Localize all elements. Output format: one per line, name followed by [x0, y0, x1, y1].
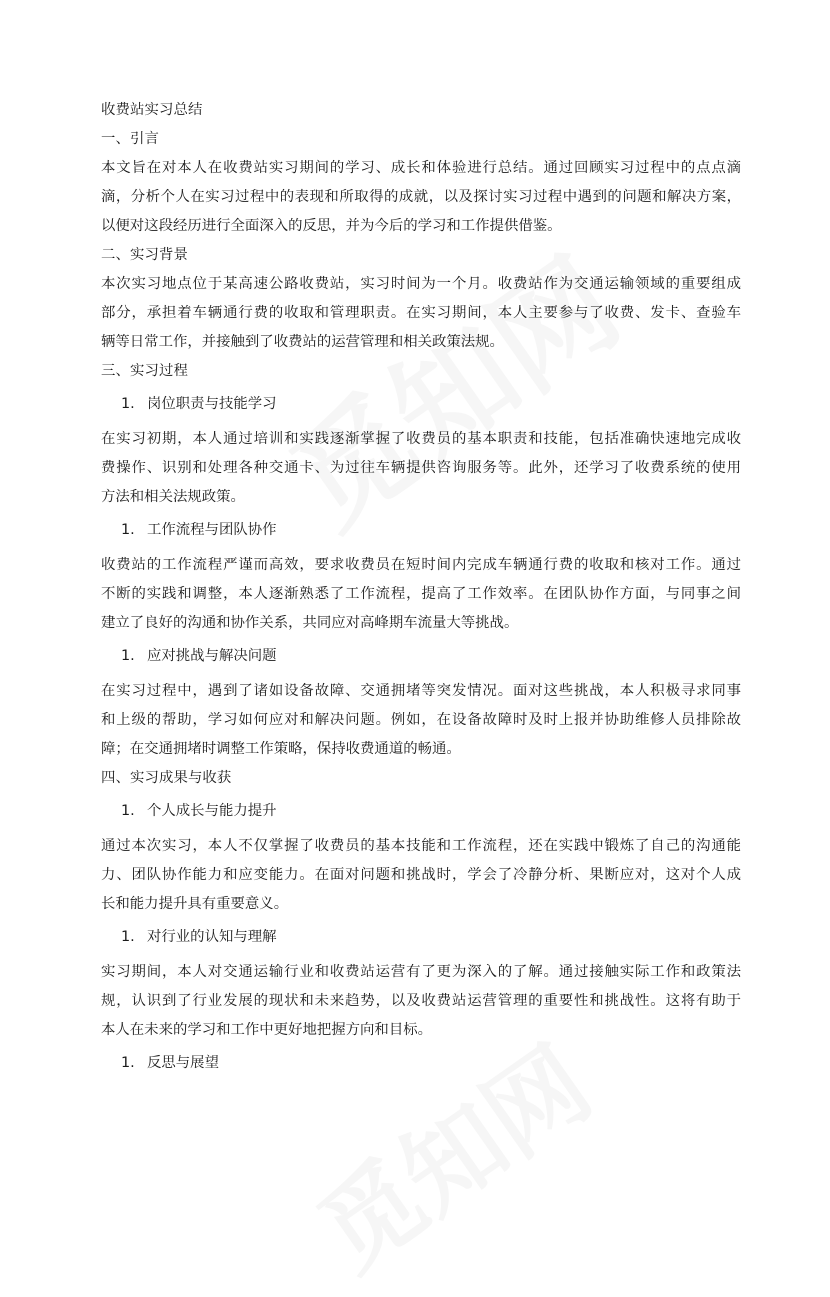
list-number: 1.: [121, 929, 135, 945]
list-item-heading: [101, 1049, 741, 1078]
list-item-title: 应对挑战与解决问题: [147, 648, 277, 664]
list-item-heading: [101, 923, 741, 952]
text-line: 收费站的工作流程严谨而高效，要求收费员在短时间内完成车辆通行费的收取和核对工作。通过: [101, 557, 741, 573]
text-line: 障；在交通拥堵时调整工作策略，保持收费通道的畅通。: [101, 741, 461, 757]
list-item-title: 岗位职责与技能学习: [147, 396, 277, 412]
list-number: 1.: [121, 803, 135, 819]
section-heading-background: 二、实习背景: [101, 247, 188, 263]
text-line: 部分，承担着车辆通行费的收取和管理职责。在实习期间，本人主要参与了收费、发卡、查验车: [101, 305, 741, 321]
text-line: 长和能力提升具有重要意义。: [101, 896, 289, 912]
list-number: 1.: [121, 1055, 135, 1071]
paragraph-item4: [101, 832, 741, 919]
paragraph-item5: [101, 958, 741, 1045]
list-item-heading: [101, 390, 741, 419]
document-page: [101, 96, 741, 1084]
list-item-title: 对行业的认知与理解: [147, 929, 277, 945]
text-line: 实习期间，本人对交通运输行业和收费站运营有了更为深入的了解。通过接触实际工作和政策法: [101, 964, 741, 980]
text-line: 和上级的帮助，学习如何应对和解决问题。例如，在设备故障时及时上报并协助维修人员排除故: [101, 712, 741, 728]
text-line: 力、团队协作能力和应变能力。在面对问题和挑战时，学会了冷静分析、果断应对，这对个人成: [101, 867, 741, 883]
text-line: 滴，分析个人在实习过程中的表现和所取得的成就，以及探讨实习过程中遇到的问题和解决方案，: [101, 189, 741, 205]
list-number: 1.: [121, 522, 135, 538]
paragraph-item2: [101, 551, 741, 638]
text-line: 方法和相关法规政策。: [101, 489, 245, 505]
text-line: 以便对这段经历进行全面深入的反思，并为今后的学习和工作提供借鉴。: [101, 218, 562, 234]
list-item-heading: [101, 797, 741, 826]
text-line: 通过本次实习，本人不仅掌握了收费员的基本技能和工作流程，还在实践中锻炼了自己的沟通能: [101, 838, 741, 854]
section-heading-intro: 一、引言: [101, 131, 159, 147]
list-item-title: 个人成长与能力提升: [147, 803, 277, 819]
list-number: 1.: [121, 648, 135, 664]
paragraph-item3: [101, 677, 741, 764]
text-line: 在实习初期，本人通过培训和实践逐渐掌握了收费员的基本职责和技能，包括准确快速地完成收: [101, 431, 741, 447]
text-line: 本文旨在对本人在收费站实习期间的学习、成长和体验进行总结。通过回顾实习过程中的点点滴: [101, 160, 741, 176]
text-line: 本人在未来的学习和工作中更好地把握方向和目标。: [101, 1022, 432, 1038]
text-line: 在实习过程中，遇到了诸如设备故障、交通拥堵等突发情况。面对这些挑战，本人积极寻求同事: [101, 683, 741, 699]
text-line: 建立了良好的沟通和协作关系，共同应对高峰期车流量大等挑战。: [101, 615, 519, 631]
paragraph-background: [101, 270, 741, 357]
text-line: 费操作、识别和处理各种交通卡、为过往车辆提供咨询服务等。此外，还学习了收费系统的使用: [101, 460, 741, 476]
paragraph-intro: [101, 154, 741, 241]
list-item-title: 反思与展望: [147, 1055, 219, 1071]
list-item-heading: [101, 642, 741, 671]
list-item-heading: [101, 516, 741, 545]
text-line: 规，认识到了行业发展的现状和未来趋势，以及收费站运营管理的重要性和挑战性。这将有助于: [101, 993, 741, 1009]
list-item-title: 工作流程与团队协作: [147, 522, 277, 538]
document-title: 收费站实习总结: [101, 102, 203, 118]
section-heading-process: 三、实习过程: [101, 363, 188, 379]
text-line: 本次实习地点位于某高速公路收费站，实习时间为一个月。收费站作为交通运输领域的重要组成: [101, 276, 741, 292]
text-line: 不断的实践和调整，本人逐渐熟悉了工作流程，提高了工作效率。在团队协作方面，与同事之间: [101, 586, 741, 602]
section-heading-results: 四、实习成果与收获: [101, 770, 232, 786]
list-number: 1.: [121, 396, 135, 412]
text-line: 辆等日常工作，并接触到了收费站的运营管理和相关政策法规。: [101, 334, 504, 350]
paragraph-item1: [101, 425, 741, 512]
